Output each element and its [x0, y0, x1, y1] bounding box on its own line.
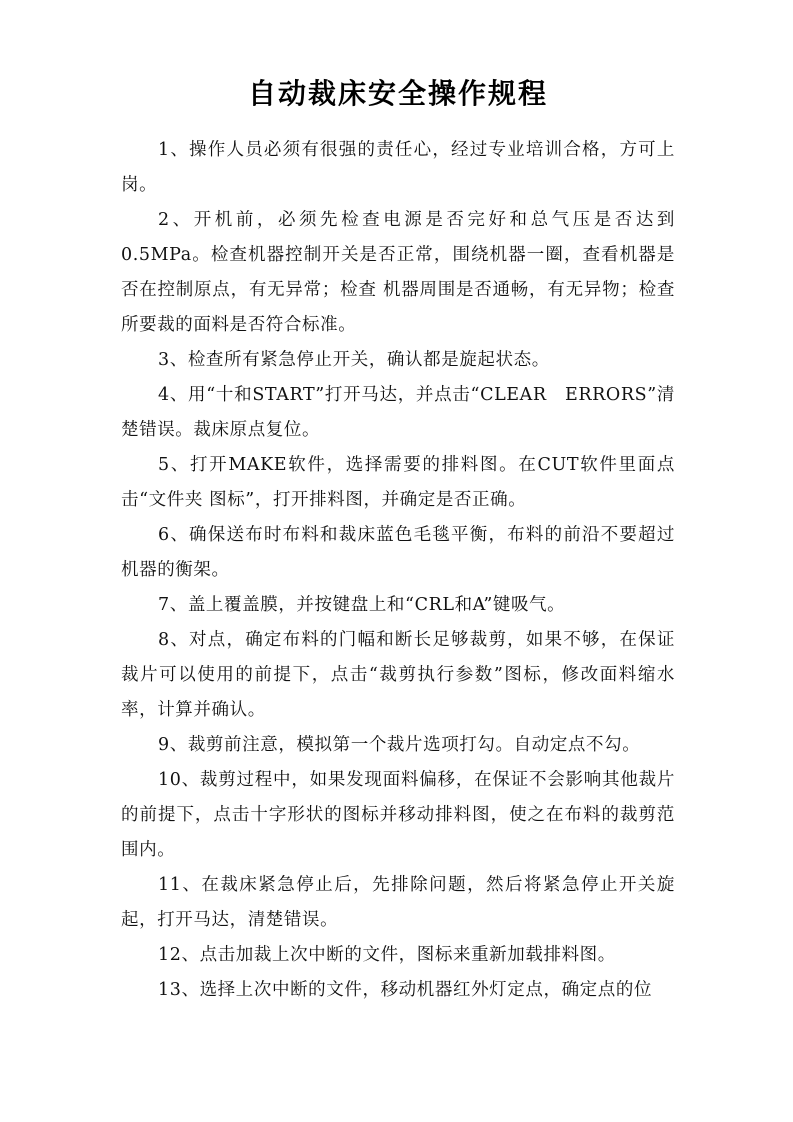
paragraph-13: 13、选择上次中断的文件，移动机器红外灯定点，确定点的位 — [158, 980, 653, 1000]
paragraph-4: 4、用“十和START”打开马达，并点击“CLEAR ERRORS”清楚错误。裁床原点复位。 — [121, 385, 675, 440]
paragraph-1: 1、操作人员必须有很强的责任心，经过专业培训合格，方可上岗。 — [121, 140, 675, 195]
paragraph-12: 12、点击加裁上次中断的文件，图标来重新加载排料图。 — [158, 945, 616, 965]
document-title: 自动裁床安全操作规程 — [247, 77, 548, 110]
paragraph-8: 8、对点，确定布料的门幅和断长足够裁剪，如果不够，在保证裁片可以使用的前提下，点击“裁剪执行参数”图标，修改面料缩水率，计算并确认。 — [121, 630, 675, 720]
paragraph-7: 7、盖上覆盖膜，并按键盘上和“CRL和A”键吸气。 — [158, 595, 566, 615]
document-page — [121, 72, 675, 1008]
paragraph-11: 11、在裁床紧急停止后，先排除问题，然后将紧急停止开关旋起，打开马达，清楚错误。 — [121, 875, 675, 930]
paragraph-9: 9、裁剪前注意，模拟第一个裁片选项打勾。自动定点不勾。 — [158, 735, 641, 755]
paragraph-10: 10、裁剪过程中，如果发现面料偏移，在保证不会影响其他裁片的前提下，点击十字形状的图标并移动排料图，使之在布料的裁剪范围内。 — [121, 770, 675, 860]
paragraph-3: 3、检查所有紧急停止开关，确认都是旋起状态。 — [158, 350, 550, 370]
paragraph-2: 2、开机前，必须先检查电源是否完好和总气压是否达到0.5MPa。检查机器控制开关是否正常，围绕机器一圈，查看机器是否在控制原点，有无异常；检查 机器周围是否通畅，有无异物；检查所要裁的面料是否符合标准。 — [121, 210, 675, 335]
paragraph-6: 6、确保送布时布料和裁床蓝色毛毯平衡，布料的前沿不要超过机器的衡架。 — [121, 525, 675, 580]
paragraph-5: 5、打开MAKE软件，选择需要的排料图。在CUT软件里面点击“文件夹 图标”，打开排料图，并确定是否正确。 — [121, 455, 675, 510]
